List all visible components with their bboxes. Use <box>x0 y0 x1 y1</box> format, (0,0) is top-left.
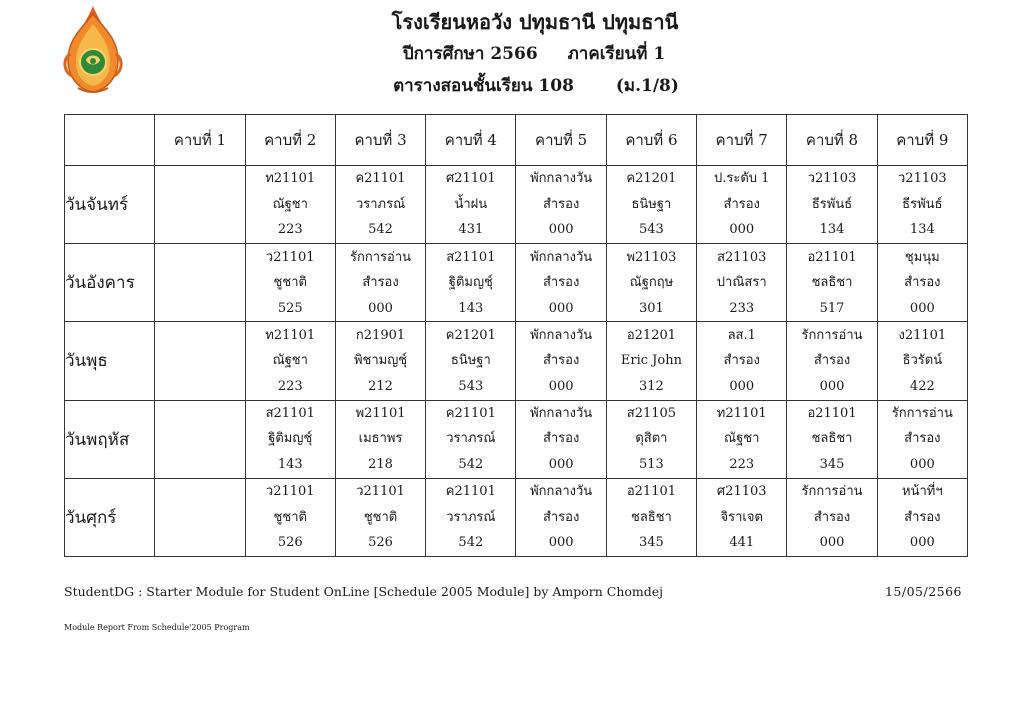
schedule-cell <box>697 166 787 244</box>
teacher-name: ฐิติมญชุ์ <box>448 275 493 291</box>
schedule-cell <box>155 400 245 478</box>
schedule-cell <box>877 400 967 478</box>
room-number: 542 <box>368 222 393 238</box>
room-number: 526 <box>277 535 303 551</box>
teacher-name: สำรอง <box>723 353 760 369</box>
schedule-cell <box>877 166 967 244</box>
teacher-name: สำรอง <box>723 196 760 212</box>
schedule-cell <box>335 244 425 322</box>
room-number: 000 <box>548 222 574 238</box>
room-number: 233 <box>729 300 755 316</box>
schedule-title-line <box>0 70 1024 102</box>
room-number: 441 <box>729 535 755 551</box>
teacher-name: ธนิษฐา <box>631 196 672 212</box>
subject-code: ว21101 <box>356 484 405 500</box>
subject-code: รักการอ่าน <box>350 249 412 265</box>
schedule-cell <box>426 478 516 556</box>
period-header: คาบที่ 7 <box>697 115 787 166</box>
room-number: 000 <box>548 300 574 316</box>
schedule-cell <box>426 244 516 322</box>
subject-code: ศ21101 <box>446 171 496 187</box>
schedule-cell <box>787 322 877 400</box>
teacher-name: สำรอง <box>904 431 941 447</box>
teacher-name: สำรอง <box>813 509 851 525</box>
footer-credit: StudentDG : Starter Module for Student OnLine [Schedule 2005 Module] by Amporn Chomdej <box>64 584 664 599</box>
room-number: 218 <box>368 456 393 472</box>
subject-code: อ21101 <box>807 405 857 421</box>
subject-code: รักการอ่าน <box>891 405 953 421</box>
subject-code: ท21101 <box>265 171 316 187</box>
schedule-cell <box>335 322 425 400</box>
subject-code: ส21103 <box>717 249 767 265</box>
teacher-name: สำรอง <box>362 275 399 291</box>
schedule-cell <box>877 322 967 400</box>
document-header <box>0 6 1024 102</box>
subject-code: อ21101 <box>807 249 857 265</box>
teacher-name: ธิวรัตน์ <box>902 353 943 369</box>
schedule-cell <box>606 244 696 322</box>
teacher-name: สำรอง <box>813 353 851 369</box>
subject-code: ค21101 <box>445 484 496 500</box>
schedule-cell <box>155 244 245 322</box>
schedule-cell <box>245 322 335 400</box>
schedule-cell <box>877 244 967 322</box>
schedule-cell <box>516 478 606 556</box>
subject-code: พักกลางวัน <box>530 484 593 500</box>
teacher-name: ฐิติมญชุ์ <box>268 431 313 447</box>
room-number: 543 <box>458 378 484 394</box>
subject-code: อ21101 <box>626 484 677 500</box>
schedule-cell <box>606 166 696 244</box>
teacher-name: ดุสิตา <box>635 431 668 447</box>
table-row <box>65 478 968 556</box>
room-number: 345 <box>639 535 664 551</box>
period-header: คาบที่ 3 <box>335 115 425 166</box>
schedule-cell <box>787 400 877 478</box>
schedule-cell <box>787 244 877 322</box>
schedule-cell <box>335 400 425 478</box>
room-number: 513 <box>639 456 664 472</box>
subject-code: ค21201 <box>445 327 496 343</box>
schedule-cell <box>697 400 787 478</box>
teacher-name: สำรอง <box>542 353 580 369</box>
schedule-cell <box>516 244 606 322</box>
schedule-cell <box>245 400 335 478</box>
teacher-name: เมธาพร <box>358 431 403 447</box>
room-number: 000 <box>548 456 574 472</box>
schedule-cell <box>606 322 696 400</box>
period-header: คาบที่ 1 <box>155 115 245 166</box>
subject-code: ส21101 <box>265 405 315 421</box>
teacher-name: ธนิษฐา <box>450 353 491 369</box>
room-number: 143 <box>458 300 484 316</box>
subject-code: พักกลางวัน <box>530 249 593 265</box>
schedule-cell <box>426 322 516 400</box>
period-header: คาบที่ 6 <box>606 115 696 166</box>
schedule-cell <box>155 322 245 400</box>
room-number: 000 <box>909 535 935 551</box>
academic-year: ปีการศึกษา 2566 <box>402 44 538 64</box>
room-number: 517 <box>819 300 845 316</box>
teacher-name: ปาณิสรา <box>716 275 767 291</box>
report-note: Module Report From Schedule'2005 Program <box>64 623 250 632</box>
subject-code: ลส.1 <box>727 327 756 343</box>
subject-code: ส21105 <box>626 405 677 421</box>
subject-code: ว21101 <box>265 249 315 265</box>
teacher-name: สำรอง <box>542 509 580 525</box>
period-header: คาบที่ 2 <box>245 115 335 166</box>
room-number: 223 <box>277 222 303 238</box>
day-label: วันศุกร์ <box>65 478 155 556</box>
room-number: 542 <box>458 456 484 472</box>
subject-code: รักการอ่าน <box>801 484 863 500</box>
room-number: 223 <box>729 456 755 472</box>
schedule-cell <box>245 478 335 556</box>
subject-code: ว21101 <box>265 484 315 500</box>
teacher-name: สำรอง <box>542 431 580 447</box>
room-number: 134 <box>819 222 845 238</box>
schedule-cell <box>787 166 877 244</box>
room-number: 143 <box>277 456 303 472</box>
subject-code: ว21103 <box>807 171 857 187</box>
period-header: คาบที่ 5 <box>516 115 606 166</box>
room-number: 000 <box>909 300 935 316</box>
room-number: 525 <box>277 300 303 316</box>
teacher-name: สำรอง <box>904 275 941 291</box>
room-number: 345 <box>819 456 845 472</box>
teacher-name: ชูชาติ <box>363 509 398 525</box>
subject-code: อ21201 <box>626 327 677 343</box>
table-header-row <box>65 115 968 166</box>
table-row <box>65 166 968 244</box>
schedule-cell <box>245 244 335 322</box>
corner-cell <box>65 115 155 166</box>
schedule-cell <box>606 400 696 478</box>
schedule-cell <box>787 478 877 556</box>
teacher-name: วราภรณ์ <box>355 196 406 212</box>
room-number: 212 <box>368 378 393 394</box>
subject-code: ค21101 <box>355 171 406 187</box>
footer <box>64 584 964 599</box>
teacher-name: ชลธิชา <box>811 275 853 291</box>
table-row <box>65 400 968 478</box>
teacher-name: ชูชาติ <box>273 509 307 525</box>
schedule-cell <box>516 322 606 400</box>
room-number: 000 <box>548 378 574 394</box>
school-name: โรงเรียนหอวัง ปทุมธานี ปทุมธานี <box>391 10 679 34</box>
day-label: วันจันทร์ <box>65 166 155 244</box>
teacher-name: วราภรณ์ <box>446 431 496 447</box>
room-number: 000 <box>819 535 845 551</box>
room-number: 312 <box>639 378 664 394</box>
schedule-cell <box>516 400 606 478</box>
day-label: วันอังคาร <box>65 244 155 322</box>
room-number: 301 <box>639 300 664 316</box>
room-number: 000 <box>729 222 755 238</box>
subject-code: พักกลางวัน <box>530 171 593 187</box>
subject-code: ค21201 <box>626 171 677 187</box>
teacher-name: พิชามญชุ์ <box>353 353 408 369</box>
teacher-name: Eric John <box>620 353 682 369</box>
schedule-cell <box>155 478 245 556</box>
room-number: 431 <box>458 222 484 238</box>
room-number: 000 <box>909 456 935 472</box>
room-number: 000 <box>819 378 845 394</box>
subject-code: ศ21103 <box>716 484 767 500</box>
semester: ภาคเรียนที่ 1 <box>567 44 666 64</box>
print-date: 15/05/2566 <box>884 584 962 599</box>
period-header: คาบที่ 9 <box>877 115 967 166</box>
schedule-cell <box>335 478 425 556</box>
class-label: (ม.1/8) <box>615 76 679 96</box>
teacher-name: ธีรพันธ์ <box>811 196 853 212</box>
schedule-cell <box>877 478 967 556</box>
teacher-name: ณัฐกฤษ <box>629 275 674 291</box>
teacher-name: ชูชาติ <box>273 275 307 291</box>
teacher-name: ชลธิชา <box>631 509 672 525</box>
subject-code: ค21101 <box>445 405 496 421</box>
schedule-title: ตารางสอนชั้นเรียน 108 <box>393 76 574 96</box>
subject-code: พ21103 <box>626 249 677 265</box>
subject-code: ว21103 <box>898 171 947 187</box>
teacher-name: ชลธิชา <box>811 431 853 447</box>
subject-code: รักการอ่าน <box>801 327 863 343</box>
subject-code: ก21901 <box>355 327 406 343</box>
period-header: คาบที่ 4 <box>426 115 516 166</box>
room-number: 000 <box>729 378 755 394</box>
schedule-cell <box>426 400 516 478</box>
teacher-name: วราภรณ์ <box>446 509 496 525</box>
room-number: 543 <box>639 222 664 238</box>
teacher-name: สำรอง <box>542 275 580 291</box>
day-label: วันพฤหัส <box>65 400 155 478</box>
schedule-cell <box>426 166 516 244</box>
period-header: คาบที่ 8 <box>787 115 877 166</box>
subject-code: พักกลางวัน <box>530 405 593 421</box>
teacher-name: ณัฐชา <box>724 431 760 447</box>
term-line <box>0 38 1024 70</box>
subject-code: ชุมนุม <box>904 249 940 265</box>
teacher-name: จิราเจต <box>720 509 763 525</box>
schedule-cell <box>516 166 606 244</box>
schedule-cell <box>155 166 245 244</box>
teacher-name: ธีรพันธ์ <box>902 196 943 212</box>
table-row <box>65 322 968 400</box>
room-number: 134 <box>909 222 935 238</box>
teacher-name: สำรอง <box>904 509 941 525</box>
room-number: 542 <box>458 535 484 551</box>
schedule-cell <box>335 166 425 244</box>
subject-code: ส21101 <box>446 249 496 265</box>
schedule-cell <box>697 478 787 556</box>
room-number: 000 <box>368 300 393 316</box>
room-number: 223 <box>277 378 303 394</box>
subject-code: ท21101 <box>716 405 767 421</box>
room-number: 000 <box>548 535 574 551</box>
room-number: 526 <box>368 535 393 551</box>
subject-code: ป.ระดับ 1 <box>714 171 770 187</box>
teacher-name: สำรอง <box>542 196 580 212</box>
subject-code: หน้าที่ฯ <box>902 484 943 500</box>
room-number: 422 <box>909 378 935 394</box>
schedule-cell <box>245 166 335 244</box>
table-row <box>65 244 968 322</box>
subject-code: ง21101 <box>898 327 947 343</box>
subject-code: พักกลางวัน <box>530 327 593 343</box>
schedule-table <box>64 114 968 557</box>
teacher-name: ณัฐชา <box>272 353 308 369</box>
teacher-name: ณัฐชา <box>272 196 308 212</box>
subject-code: ท21101 <box>265 327 316 343</box>
schedule-cell <box>697 322 787 400</box>
teacher-name: น้ำฝน <box>454 196 488 212</box>
schedule-cell <box>697 244 787 322</box>
schedule-cell <box>606 478 696 556</box>
subject-code: พ21101 <box>355 405 406 421</box>
day-label: วันพุธ <box>65 322 155 400</box>
